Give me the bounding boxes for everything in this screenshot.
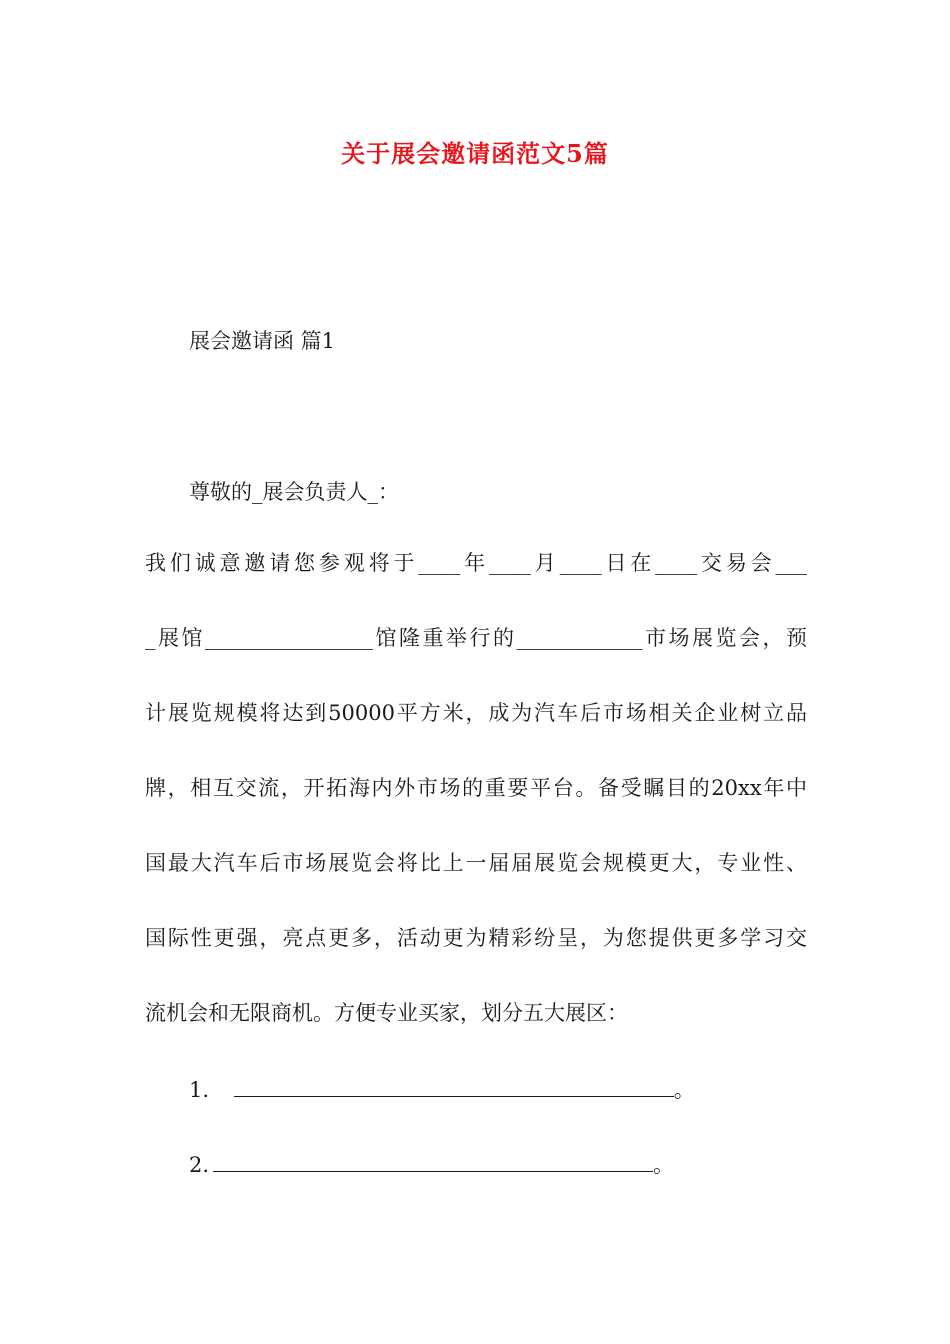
list-item-number: 1.: [189, 1078, 210, 1102]
paragraph-line: _展馆________________馆隆重举行的____________市场展览会，预: [145, 626, 807, 650]
list-item: [189, 1075, 695, 1105]
paragraph-line: 国际性更强，亮点更多，活动更为精彩纷呈，为您提供更多学习交: [145, 926, 807, 950]
paragraph-line: 流机会和无限商机。方便专业买家，划分五大展区：: [145, 1001, 628, 1025]
paragraph-line: 牌，相互交流，开拓海内外市场的重要平台。备受瞩目的20xx年中: [145, 776, 807, 800]
section-heading: 展会邀请函 篇1: [189, 329, 336, 353]
paragraph-line: 国最大汽车后市场展览会将比上一届届展览会规模更大，专业性、: [145, 851, 807, 875]
fill-in-blank: [213, 1151, 653, 1172]
list-item-terminator: 。: [653, 1153, 675, 1177]
list-item-terminator: 。: [673, 1078, 695, 1102]
paragraph-line: 我们诚意邀请您参观将于____年____月____日在____交易会___: [145, 551, 807, 575]
document-title: 关于展会邀请函范文5篇: [341, 139, 609, 168]
paragraph-line: 计展览规模将达到50000平方米，成为汽车后市场相关企业树立品: [145, 701, 807, 725]
list-item-number: 2.: [189, 1153, 210, 1177]
salutation: 尊敬的_展会负责人_：: [189, 480, 399, 504]
fill-in-blank: [234, 1076, 674, 1097]
list-item: [189, 1150, 674, 1180]
